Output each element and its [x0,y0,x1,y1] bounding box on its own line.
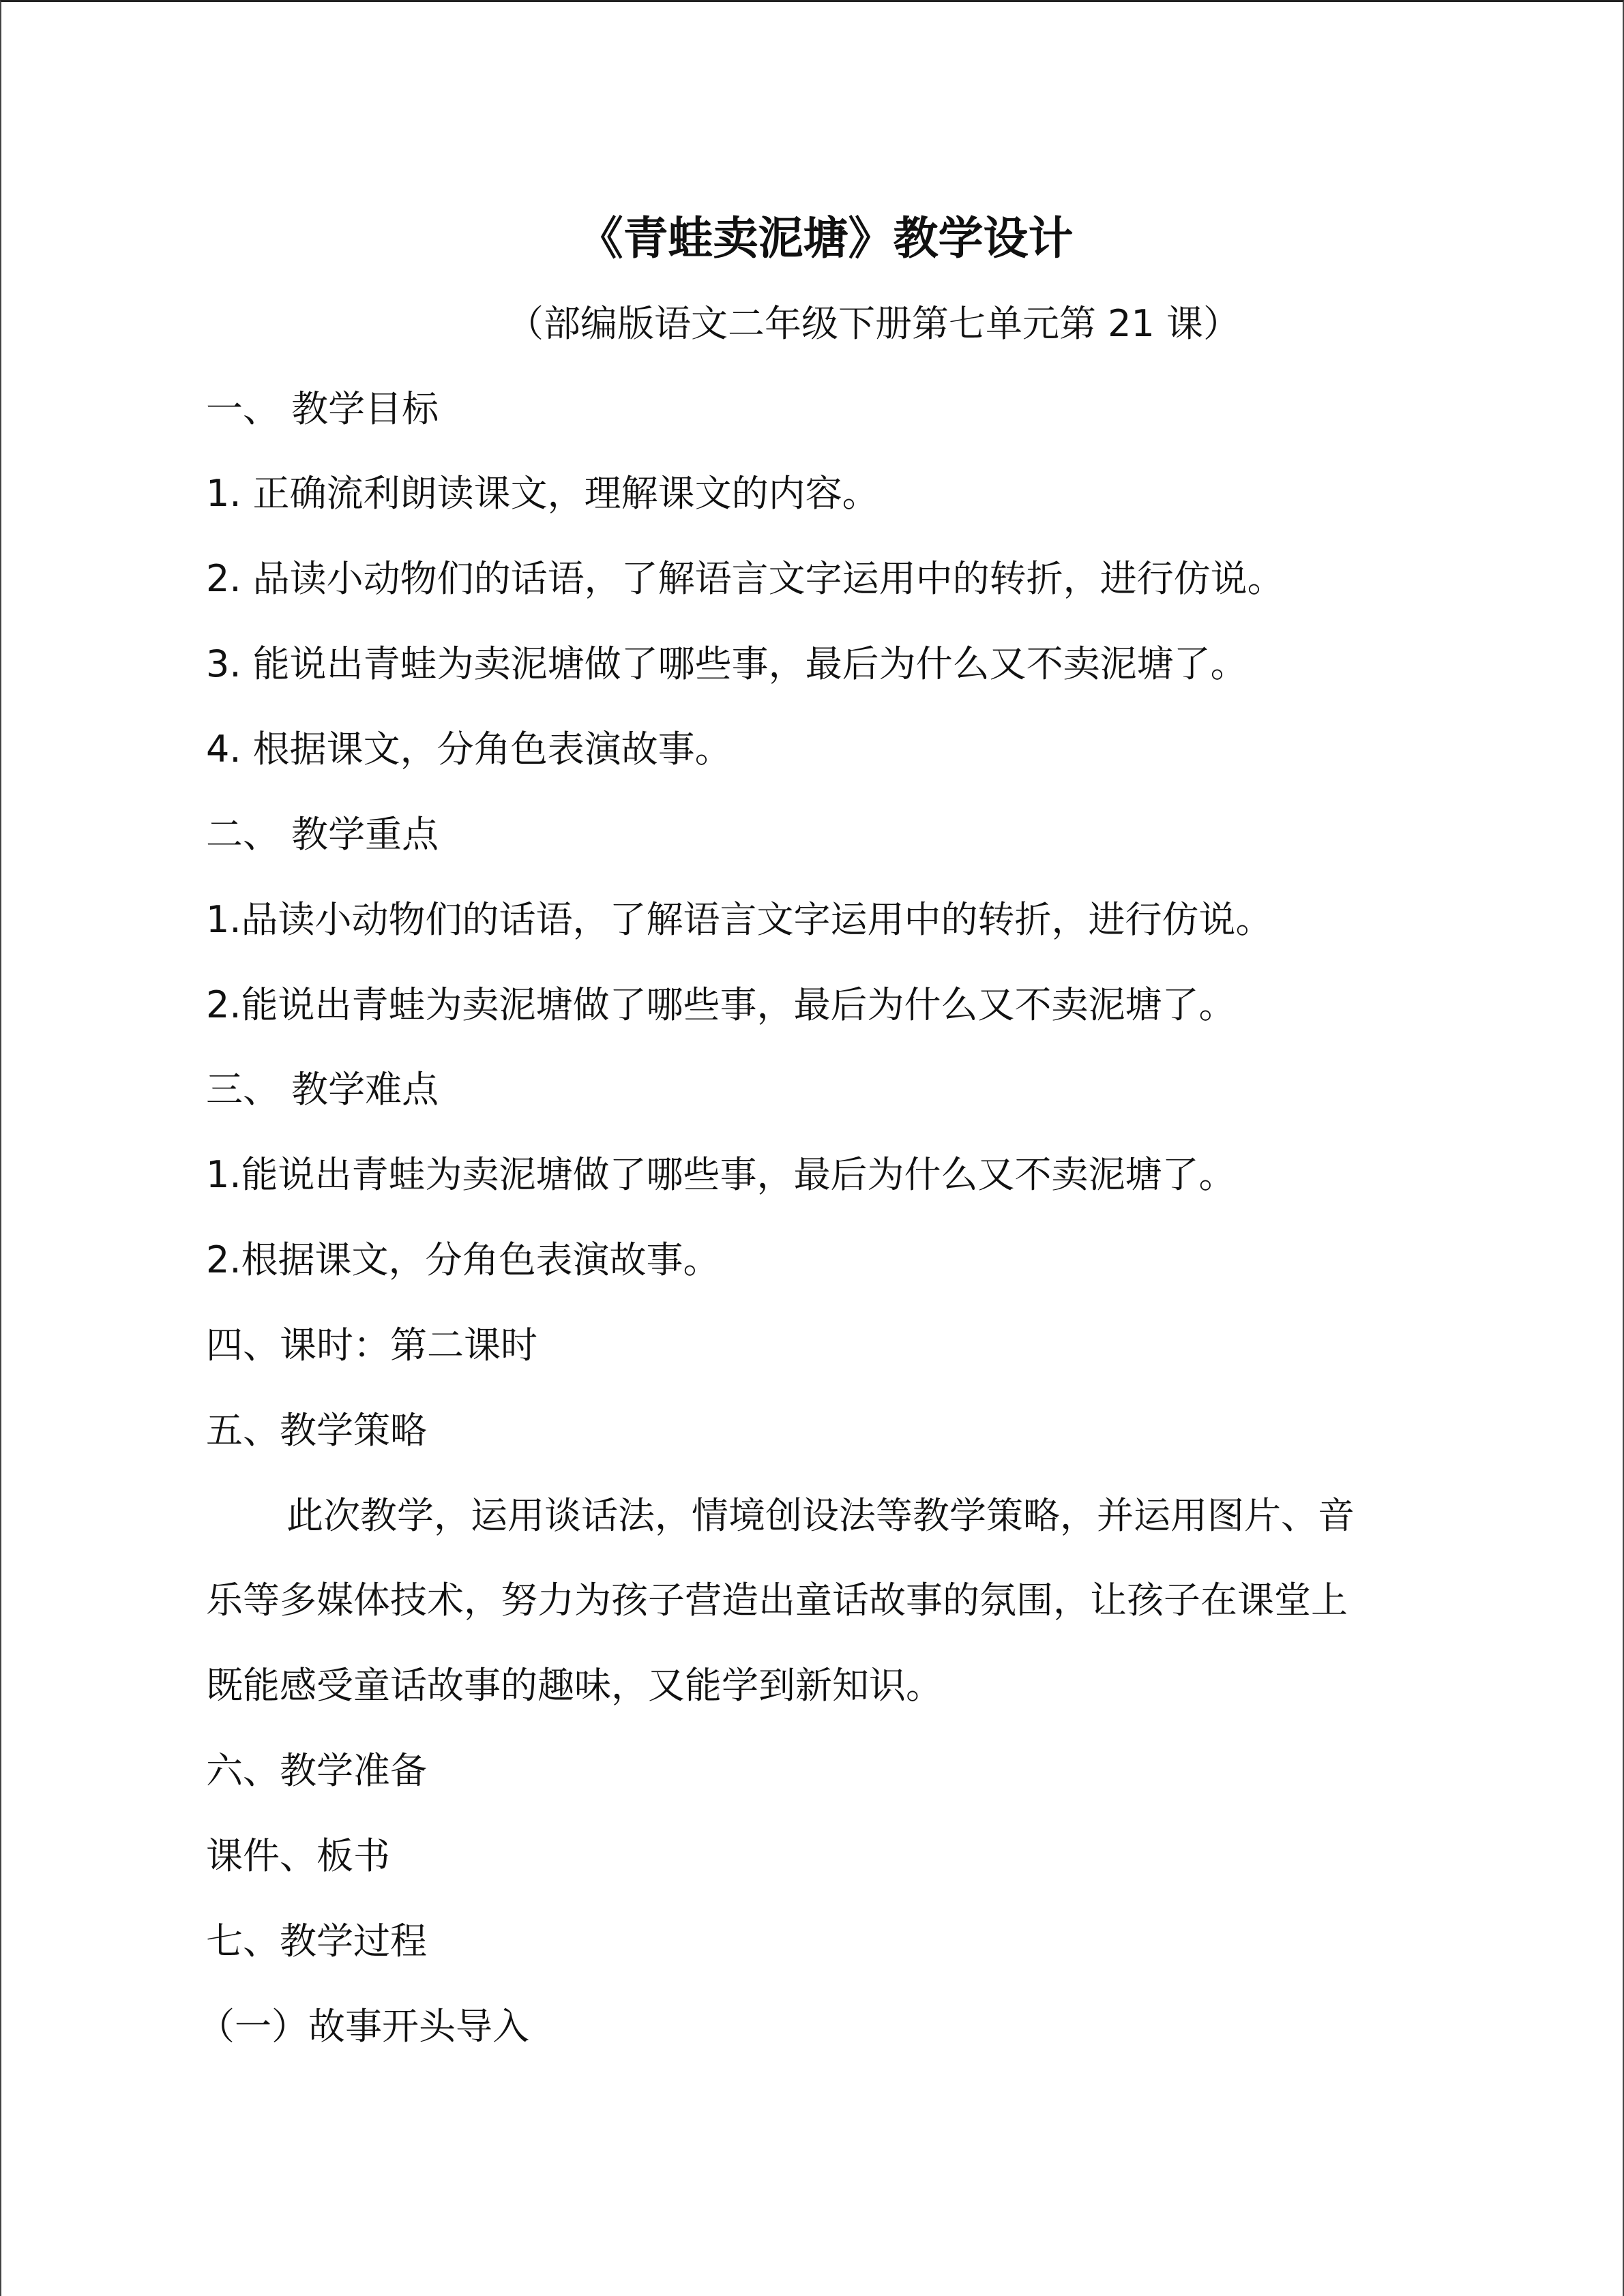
section-heading-objectives: 一、 教学目标 [206,387,439,430]
objective-item: 4. 根据课文，分角色表演故事。 [206,728,732,771]
objective-item: 3. 能说出青蛙为卖泥塘做了哪些事，最后为什么又不卖泥塘了。 [206,642,1247,685]
section-heading-process: 七、教学过程 [206,1920,427,1963]
section-heading-preparation: 六、教学准备 [206,1749,427,1792]
section-heading-key-points: 二、 教学重点 [206,813,439,856]
difficulty-item: 1.能说出青蛙为卖泥塘做了哪些事，最后为什么又不卖泥塘了。 [206,1153,1236,1196]
objective-item: 2. 品读小动物们的话语，了解语言文字运用中的转折，进行仿说。 [206,557,1284,600]
document-subtitle: （部编版语文二年级下册第七单元第 21 课） [506,302,1241,345]
key-point-item: 1.品读小动物们的话语，了解语言文字运用中的转折，进行仿说。 [206,898,1273,941]
preparation-text: 课件、板书 [206,1834,390,1877]
strategy-paragraph-line: 乐等多媒体技术，努力为孩子营造出童话故事的氛围，让孩子在课堂上 [206,1579,1348,1622]
key-point-item: 2.能说出青蛙为卖泥塘做了哪些事，最后为什么又不卖泥塘了。 [206,983,1236,1026]
process-subheading: （一）故事开头导入 [198,2005,529,2048]
section-heading-strategy: 五、教学策略 [206,1409,427,1452]
document-title: 《青蛙卖泥塘》教学设计 [578,212,1074,265]
difficulty-item: 2.根据课文，分角色表演故事。 [206,1238,720,1281]
section-heading-difficulties: 三、 教学难点 [206,1068,439,1111]
section-heading-class-hours: 四、课时：第二课时 [206,1324,537,1367]
strategy-paragraph-line: 既能感受童话故事的趣味，又能学到新知识。 [206,1664,943,1707]
strategy-paragraph-line: 此次教学，运用谈话法，情境创设法等教学策略，并运用图片、音 [286,1494,1355,1537]
objective-item: 1. 正确流利朗读课文，理解课文的内容。 [206,472,879,515]
